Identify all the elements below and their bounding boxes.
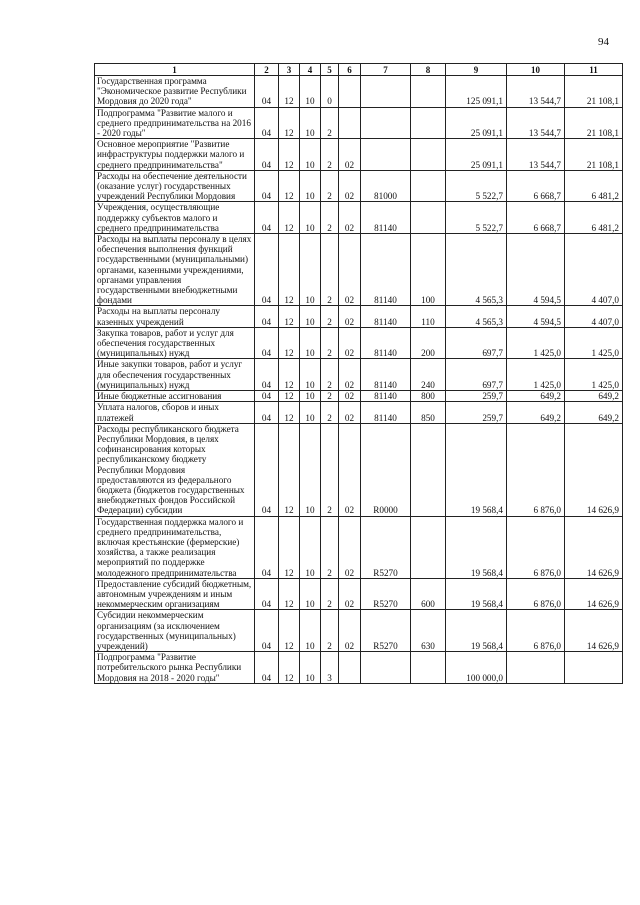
measure-code-cell: 02	[339, 170, 361, 202]
program-code-cell: 10	[300, 306, 321, 327]
program-code-cell: 10	[300, 327, 321, 359]
target-code-cell: 81140	[361, 234, 411, 306]
subsection-code-cell: 12	[279, 423, 300, 516]
target-code-cell: R0000	[361, 423, 411, 516]
amount-col10-cell: 13 544,7	[507, 139, 565, 171]
target-code-cell: 81140	[361, 391, 411, 402]
table-row	[95, 76, 623, 108]
measure-code-cell: 02	[339, 306, 361, 327]
program-code-cell: 10	[300, 610, 321, 652]
budget-table	[94, 63, 623, 684]
section-code-cell: 04	[255, 202, 279, 234]
amount-col10-cell: 6 668,7	[507, 170, 565, 202]
expense-type-cell	[411, 170, 446, 202]
subprogram-code-cell: 3	[321, 652, 339, 684]
expense-type-cell: 200	[411, 327, 446, 359]
expense-type-cell: 800	[411, 391, 446, 402]
section-code-cell: 04	[255, 139, 279, 171]
subsection-code-cell: 12	[279, 327, 300, 359]
measure-code-cell: 02	[339, 516, 361, 578]
subprogram-code-cell: 2	[321, 306, 339, 327]
row-name-cell: Государственная программа "Экономическое развитие Республики Мордовия до 2020 года"	[95, 76, 255, 108]
amount-col11-cell: 14 626,9	[565, 610, 623, 652]
section-code-cell: 04	[255, 359, 279, 391]
row-name-cell: Предоставление субсидий бюджетным, автономным учреждениям и иным некоммерческим организациям	[95, 578, 255, 610]
subprogram-code-cell: 2	[321, 402, 339, 423]
column-header-7: 7	[361, 64, 411, 76]
row-name-cell: Подпрограмма "Развитие потребительского рынка Республики Мордовия на 2018 - 2020 годы"	[95, 652, 255, 684]
amount-col10-cell: 6 876,0	[507, 516, 565, 578]
measure-code-cell	[339, 652, 361, 684]
program-code-cell: 10	[300, 402, 321, 423]
measure-code-cell: 02	[339, 234, 361, 306]
table-row	[95, 652, 623, 684]
column-header-10: 10	[507, 64, 565, 76]
amount-col11-cell: 14 626,9	[565, 578, 623, 610]
amount-col9-cell: 259,7	[446, 391, 507, 402]
row-name-cell: Расходы республиканского бюджета Республики Мордовия, в целях софинансирования которых республиканскому бюджету Республики Мордовия предоставляются из федерального бюджета (бюджетов государственных внебюджетных фондов Российской Федерации) субсидии	[95, 423, 255, 516]
program-code-cell: 10	[300, 652, 321, 684]
table-row	[95, 578, 623, 610]
subsection-code-cell: 12	[279, 139, 300, 171]
section-code-cell: 04	[255, 610, 279, 652]
expense-type-cell	[411, 202, 446, 234]
program-code-cell: 10	[300, 139, 321, 171]
row-name-cell: Расходы на выплаты персоналу казенных учреждений	[95, 306, 255, 327]
row-name-cell: Закупка товаров, работ и услуг для обеспечения государственных (муниципальных) нужд	[95, 327, 255, 359]
subprogram-code-cell: 2	[321, 423, 339, 516]
row-name-cell: Иные бюджетные ассигнования	[95, 391, 255, 402]
row-name-cell: Подпрограмма "Развитие малого и среднего предпринимательства на 2016 - 2020 годы"	[95, 107, 255, 139]
subprogram-code-cell: 2	[321, 610, 339, 652]
amount-col11-cell: 649,2	[565, 402, 623, 423]
subsection-code-cell: 12	[279, 170, 300, 202]
amount-col11-cell: 21 108,1	[565, 107, 623, 139]
amount-col10-cell: 4 594,5	[507, 234, 565, 306]
target-code-cell: 81140	[361, 402, 411, 423]
expense-type-cell	[411, 139, 446, 171]
table-header-row	[95, 64, 623, 76]
measure-code-cell: 02	[339, 578, 361, 610]
section-code-cell: 04	[255, 170, 279, 202]
subsection-code-cell: 12	[279, 359, 300, 391]
target-code-cell: 81000	[361, 170, 411, 202]
table-row	[95, 170, 623, 202]
row-name-cell: Уплата налогов, сборов и иных платежей	[95, 402, 255, 423]
target-code-cell: 81140	[361, 306, 411, 327]
section-code-cell: 04	[255, 516, 279, 578]
column-header-4: 4	[300, 64, 321, 76]
subsection-code-cell: 12	[279, 402, 300, 423]
amount-col9-cell: 100 000,0	[446, 652, 507, 684]
amount-col10-cell	[507, 652, 565, 684]
row-name-cell: Расходы на обеспечение деятельности (оказание услуг) государственных учреждений Республики Мордовия	[95, 170, 255, 202]
amount-col11-cell: 649,2	[565, 391, 623, 402]
program-code-cell: 10	[300, 234, 321, 306]
subsection-code-cell: 12	[279, 578, 300, 610]
target-code-cell: 81140	[361, 359, 411, 391]
column-header-8: 8	[411, 64, 446, 76]
amount-col10-cell: 6 668,7	[507, 202, 565, 234]
program-code-cell: 10	[300, 578, 321, 610]
expense-type-cell	[411, 76, 446, 108]
row-name-cell: Иные закупки товаров, работ и услуг для обеспечения государственных (муниципальных) нужд	[95, 359, 255, 391]
expense-type-cell: 100	[411, 234, 446, 306]
subsection-code-cell: 12	[279, 306, 300, 327]
table-row	[95, 516, 623, 578]
table-row	[95, 327, 623, 359]
expense-type-cell: 240	[411, 359, 446, 391]
expense-type-cell	[411, 423, 446, 516]
program-code-cell: 10	[300, 423, 321, 516]
amount-col11-cell: 1 425,0	[565, 359, 623, 391]
table-row	[95, 139, 623, 171]
subprogram-code-cell: 2	[321, 578, 339, 610]
subprogram-code-cell: 2	[321, 170, 339, 202]
expense-type-cell: 600	[411, 578, 446, 610]
expense-type-cell: 630	[411, 610, 446, 652]
measure-code-cell: 02	[339, 202, 361, 234]
expense-type-cell: 850	[411, 402, 446, 423]
table-row	[95, 610, 623, 652]
row-name-cell: Субсидии некоммерческим организациям (за исключением государственных (муниципальных) учреждений)	[95, 610, 255, 652]
program-code-cell: 10	[300, 76, 321, 108]
table-row	[95, 306, 623, 327]
amount-col11-cell: 4 407,0	[565, 306, 623, 327]
measure-code-cell	[339, 76, 361, 108]
amount-col10-cell: 649,2	[507, 391, 565, 402]
amount-col10-cell: 13 544,7	[507, 107, 565, 139]
amount-col9-cell: 259,7	[446, 402, 507, 423]
amount-col9-cell: 5 522,7	[446, 202, 507, 234]
amount-col9-cell: 4 565,3	[446, 306, 507, 327]
section-code-cell: 04	[255, 234, 279, 306]
subprogram-code-cell: 2	[321, 359, 339, 391]
amount-col11-cell: 21 108,1	[565, 76, 623, 108]
column-header-2: 2	[255, 64, 279, 76]
subprogram-code-cell: 0	[321, 76, 339, 108]
program-code-cell: 10	[300, 170, 321, 202]
amount-col10-cell: 1 425,0	[507, 327, 565, 359]
table-row	[95, 234, 623, 306]
column-header-6: 6	[339, 64, 361, 76]
subsection-code-cell: 12	[279, 107, 300, 139]
amount-col10-cell: 6 876,0	[507, 610, 565, 652]
measure-code-cell	[339, 107, 361, 139]
measure-code-cell: 02	[339, 610, 361, 652]
amount-col11-cell	[565, 652, 623, 684]
program-code-cell: 10	[300, 107, 321, 139]
program-code-cell: 10	[300, 359, 321, 391]
expense-type-cell	[411, 107, 446, 139]
measure-code-cell: 02	[339, 327, 361, 359]
amount-col10-cell: 13 544,7	[507, 76, 565, 108]
expense-type-cell: 110	[411, 306, 446, 327]
target-code-cell: R5270	[361, 610, 411, 652]
row-name-cell: Расходы на выплаты персоналу в целях обеспечения выполнения функций государственными (муниципальными) органами, казенными учреждениями, органами управления государственными внебюджетными фондами	[95, 234, 255, 306]
target-code-cell: R5270	[361, 578, 411, 610]
amount-col9-cell: 19 568,4	[446, 423, 507, 516]
amount-col9-cell: 19 568,4	[446, 610, 507, 652]
target-code-cell	[361, 107, 411, 139]
target-code-cell: 81140	[361, 327, 411, 359]
amount-col10-cell: 1 425,0	[507, 359, 565, 391]
amount-col9-cell: 25 091,1	[446, 139, 507, 171]
subsection-code-cell: 12	[279, 610, 300, 652]
amount-col11-cell: 6 481,2	[565, 170, 623, 202]
amount-col9-cell: 25 091,1	[446, 107, 507, 139]
subprogram-code-cell: 2	[321, 107, 339, 139]
measure-code-cell: 02	[339, 402, 361, 423]
amount-col10-cell: 649,2	[507, 402, 565, 423]
column-header-1: 1	[95, 64, 255, 76]
table-row	[95, 391, 623, 402]
subsection-code-cell: 12	[279, 202, 300, 234]
subsection-code-cell: 12	[279, 76, 300, 108]
subprogram-code-cell: 2	[321, 139, 339, 171]
section-code-cell: 04	[255, 76, 279, 108]
target-code-cell: R5270	[361, 516, 411, 578]
amount-col9-cell: 697,7	[446, 327, 507, 359]
subprogram-code-cell: 2	[321, 327, 339, 359]
table-row	[95, 202, 623, 234]
target-code-cell	[361, 76, 411, 108]
subsection-code-cell: 12	[279, 234, 300, 306]
expense-type-cell	[411, 652, 446, 684]
table-row	[95, 359, 623, 391]
measure-code-cell: 02	[339, 359, 361, 391]
amount-col9-cell: 19 568,4	[446, 578, 507, 610]
amount-col10-cell: 6 876,0	[507, 423, 565, 516]
column-header-11: 11	[565, 64, 623, 76]
row-name-cell: Государственная поддержка малого и среднего предпринимательства, включая крестьянские (фермерские) хозяйства, а также реализация мероприятий по поддержке молодежного предпринимательства	[95, 516, 255, 578]
section-code-cell: 04	[255, 327, 279, 359]
expense-type-cell	[411, 516, 446, 578]
program-code-cell: 10	[300, 516, 321, 578]
column-header-9: 9	[446, 64, 507, 76]
column-header-3: 3	[279, 64, 300, 76]
subprogram-code-cell: 2	[321, 516, 339, 578]
section-code-cell: 04	[255, 652, 279, 684]
row-name-cell: Учреждения, осуществляющие поддержку субъектов малого и среднего предпринимательства	[95, 202, 255, 234]
subsection-code-cell: 12	[279, 652, 300, 684]
section-code-cell: 04	[255, 306, 279, 327]
program-code-cell: 10	[300, 202, 321, 234]
target-code-cell	[361, 139, 411, 171]
subprogram-code-cell: 2	[321, 391, 339, 402]
section-code-cell: 04	[255, 423, 279, 516]
table-row	[95, 402, 623, 423]
subsection-code-cell: 12	[279, 391, 300, 402]
amount-col9-cell: 4 565,3	[446, 234, 507, 306]
target-code-cell	[361, 652, 411, 684]
amount-col11-cell: 14 626,9	[565, 423, 623, 516]
row-name-cell: Основное мероприятие "Развитие инфраструктуры поддержки малого и среднего предпринимательства"	[95, 139, 255, 171]
section-code-cell: 04	[255, 107, 279, 139]
column-header-5: 5	[321, 64, 339, 76]
amount-col10-cell: 6 876,0	[507, 578, 565, 610]
measure-code-cell: 02	[339, 423, 361, 516]
amount-col11-cell: 14 626,9	[565, 516, 623, 578]
amount-col11-cell: 21 108,1	[565, 139, 623, 171]
measure-code-cell: 02	[339, 139, 361, 171]
measure-code-cell: 02	[339, 391, 361, 402]
program-code-cell: 10	[300, 391, 321, 402]
amount-col9-cell: 19 568,4	[446, 516, 507, 578]
amount-col9-cell: 5 522,7	[446, 170, 507, 202]
subsection-code-cell: 12	[279, 516, 300, 578]
amount-col11-cell: 4 407,0	[565, 234, 623, 306]
section-code-cell: 04	[255, 578, 279, 610]
section-code-cell: 04	[255, 402, 279, 423]
table-body	[95, 76, 623, 684]
subprogram-code-cell: 2	[321, 234, 339, 306]
subprogram-code-cell: 2	[321, 202, 339, 234]
section-code-cell: 04	[255, 391, 279, 402]
amount-col11-cell: 6 481,2	[565, 202, 623, 234]
amount-col9-cell: 125 091,1	[446, 76, 507, 108]
target-code-cell: 81140	[361, 202, 411, 234]
amount-col11-cell: 1 425,0	[565, 327, 623, 359]
table-row	[95, 107, 623, 139]
amount-col10-cell: 4 594,5	[507, 306, 565, 327]
page-number: 94	[598, 36, 609, 48]
amount-col9-cell: 697,7	[446, 359, 507, 391]
table-row	[95, 423, 623, 516]
